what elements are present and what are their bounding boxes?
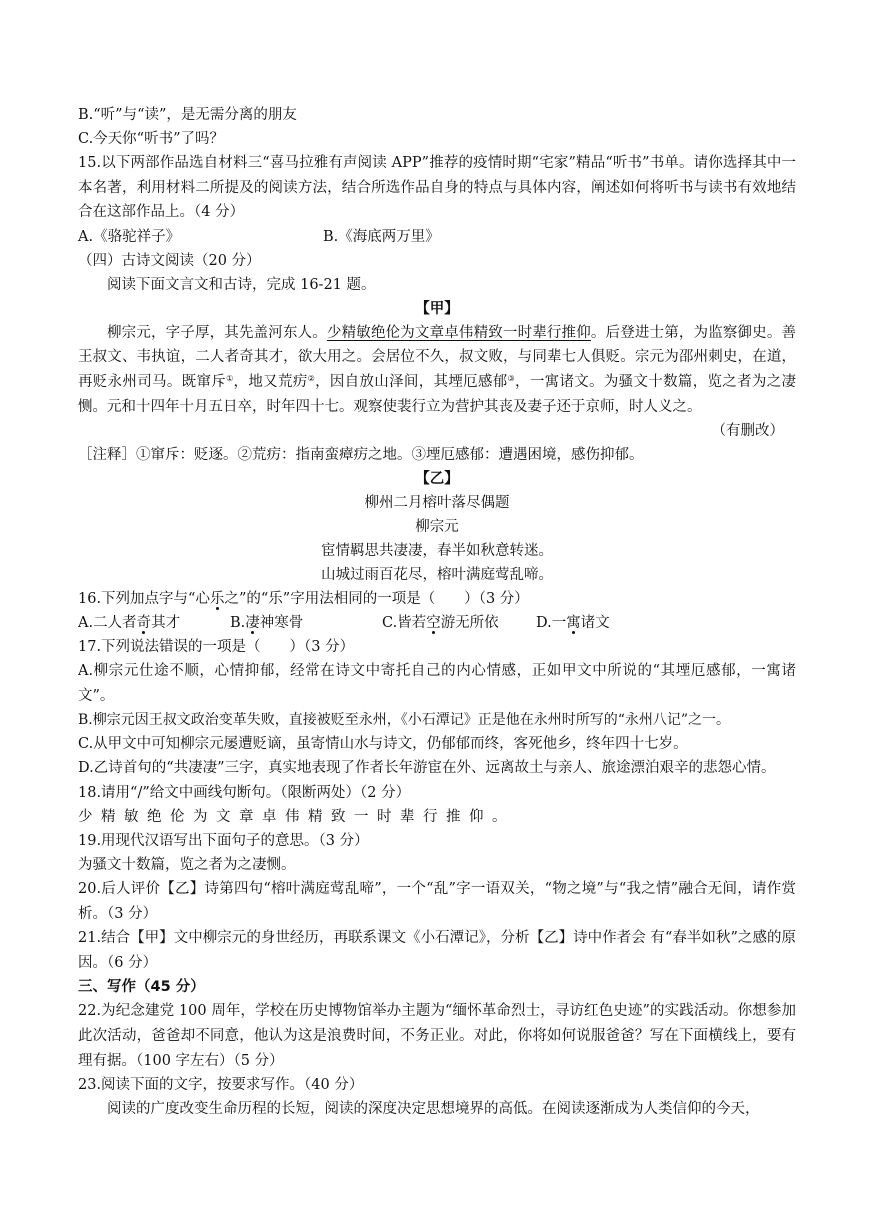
q16-stem (78, 587, 796, 611)
poem-line-1: 宦情羁思共凄凄，春半如秋意转迷。 (321, 543, 553, 560)
section4-heading: （四）古诗文阅读（20 分） (78, 252, 261, 269)
jia-text-mid3: ，因自放山泽间，其堙厄感郁 (315, 373, 508, 390)
q16-a-post: 其才 (151, 615, 181, 632)
q16-stem-a: 16.下列加点字与“心 (78, 591, 210, 608)
jia-text-end: ，一寓诸文。为骚文十数篇，览之者为之凄恻。元和十四年十月五日卒，时年四十七。观察使裴行立为营护其丧及妻子还于京师，时人义之。 (78, 373, 797, 415)
q16-d-dot: 寓 (566, 615, 581, 632)
q16-a-pre: A.二人者 (78, 615, 137, 632)
q15-options (78, 225, 796, 249)
q16-b-pre: B. (230, 615, 246, 632)
note-marker-2: ② (307, 373, 316, 383)
poem-line-2: 山城过雨百花尽，榕叶满庭莺乱啼。 (321, 567, 553, 584)
yi-label: 【乙】 (415, 471, 459, 488)
q17-stem: 17.下列说法错误的一项是（ ）（3 分） (78, 639, 355, 656)
section3-heading: 三、写作（45 分） (78, 979, 205, 996)
note-marker-3: ③ (507, 373, 516, 383)
q16-options (78, 611, 796, 635)
section4-intro: 阅读下面文言文和古诗，完成 16-21 题。 (107, 276, 376, 293)
q14-option-c: C.今天你“听书”了吗？ (78, 131, 225, 147)
jia-text-mid2: ，地又荒疠 (233, 373, 308, 390)
jia-notes: ［注释］①窜斥：贬逐。②荒疠：指南蛮瘴疠之地。③堙厄感郁：遭遇困境，感伤抑郁。 (78, 447, 644, 464)
q19-sentence: 为骚文十数篇，览之者为之凄恻。 (78, 856, 296, 873)
q17-option-d: D.乙诗首句的“共凄凄”三字，真实地表现了作者长年游宦在外、远离故土与亲人、旅途漂泊艰辛的悲怨心情。 (78, 760, 776, 777)
q19-stem: 19.用现代汉语写出下面句子的意思。（3 分） (78, 832, 369, 849)
jia-label: 【甲】 (415, 300, 459, 317)
jia-text-start: 柳宗元，字子厚，其先盖河东人。 (107, 324, 327, 341)
q16-c-dot: 空 (426, 615, 441, 632)
q16-stem-b: 之”的“乐”字用法相同的一项是（ ）（3 分） (224, 591, 529, 608)
note-marker-1: ① (226, 373, 234, 383)
q16-option-d (536, 611, 610, 635)
q16-option-c (382, 611, 536, 635)
q16-b-dot: 凄 (245, 615, 260, 632)
q18-sentence: 少精敏绝伦为文章卓伟精致一时辈行推仰。 (78, 808, 515, 825)
q17-option-b: B.柳宗元因王叔文政治变革失败，直接被贬至永州，《小石潭记》正是他在永州时所写的“永州八记”之一。 (78, 712, 731, 729)
q15-option-a: A.《骆驼祥子》 (78, 228, 181, 245)
jia-underlined-sentence: 少精敏绝伦为文章卓伟精致一时辈行推仰 (326, 324, 591, 341)
jia-passage (78, 321, 796, 419)
q17-option-a: A.柳宗元仕途不顺，心情抑郁，经常在诗文中寄托自己的内心情感，正如甲文中所说的“其堙厄感郁，一寓诸文”。 (78, 663, 796, 704)
q23-stem: 23.阅读下面的文字，按要求写作。（40 分） (78, 1077, 364, 1094)
poem-title: 柳州二月榕叶落尽偶题 (364, 495, 510, 512)
q16-stem-dotted: 乐 (209, 591, 225, 608)
q15-option-b: B.《海底两万里》 (323, 228, 440, 245)
q20-stem: 20.后人评价【乙】诗第四句“榕叶满庭莺乱啼”，一个“乱”字一语双关，“物之境”与“我之情”融合无间，请作赏析。（3 分） (78, 880, 796, 922)
q16-c-post: 游无所依 (440, 615, 499, 632)
exam-page (78, 103, 796, 1121)
poem-author: 柳宗元 (415, 519, 459, 536)
q16-c-pre: C.皆若 (382, 615, 427, 632)
jia-text-mid1: 。后登进士第，为监察御史。善王叔文、韦执谊，二人者奇其才，欲大用之。会居位不久，叔文败，与同辈七人俱贬。宗元为邵州刺史，在道，再贬永州司马。既窜斥 (78, 324, 797, 390)
q16-d-post: 诸文 (580, 615, 610, 632)
q16-b-post: 神寒骨 (259, 615, 304, 632)
q18-stem: 18.请用“/”给文中画线句断句。（限断两处）（2 分） (78, 784, 411, 801)
jia-source: （有删改） (711, 423, 784, 440)
q23-text: 阅读的广度改变生命历程的长短，阅读的深度决定思想境界的高低。在阅读逐渐成为人类信仰的今天， (107, 1101, 760, 1118)
q16-a-dot: 奇 (136, 615, 152, 632)
q15-stem: 15.以下两部作品选自材料三“喜马拉雅有声阅读 APP”推荐的疫情时期“宅家”精品“听书”书单。请你选择其中一本名著，利用材料二所提及的阅读方法，结合所选作品自身的特点与具体内容，阐述如何将听书与读书有效地结合在这部作品上。（4 分） (78, 155, 796, 221)
q16-option-a (78, 611, 230, 635)
q21-stem: 21.结合【甲】文中柳宗元的身世经历，再联系课文《小石潭记》，分析【乙】诗中作者会 有“春半如秋”之感的原因。（6 分） (78, 930, 796, 971)
q16-option-b (230, 611, 382, 635)
q22-stem: 22.为纪念建党 100 周年，学校在历史博物馆举办主题为“缅怀革命烈士，寻访红色史迹”的实践活动。你想参加此次活动，爸爸却不同意，他认为这是浪费时间，不务正业。对此，你将如何说服爸爸？写在下面横线上，要有理有据。（100 字左右）（5 分） (78, 1003, 796, 1069)
q16-d-pre: D.一 (536, 615, 567, 632)
q14-option-b: B.“听”与“读”，是无需分离的朋友 (78, 107, 297, 123)
q17-option-c: C.从甲文中可知柳宗元屡遭贬谪，虽寄情山水与诗文，仍郁郁而终，客死他乡，终年四十七岁。 (78, 736, 688, 753)
